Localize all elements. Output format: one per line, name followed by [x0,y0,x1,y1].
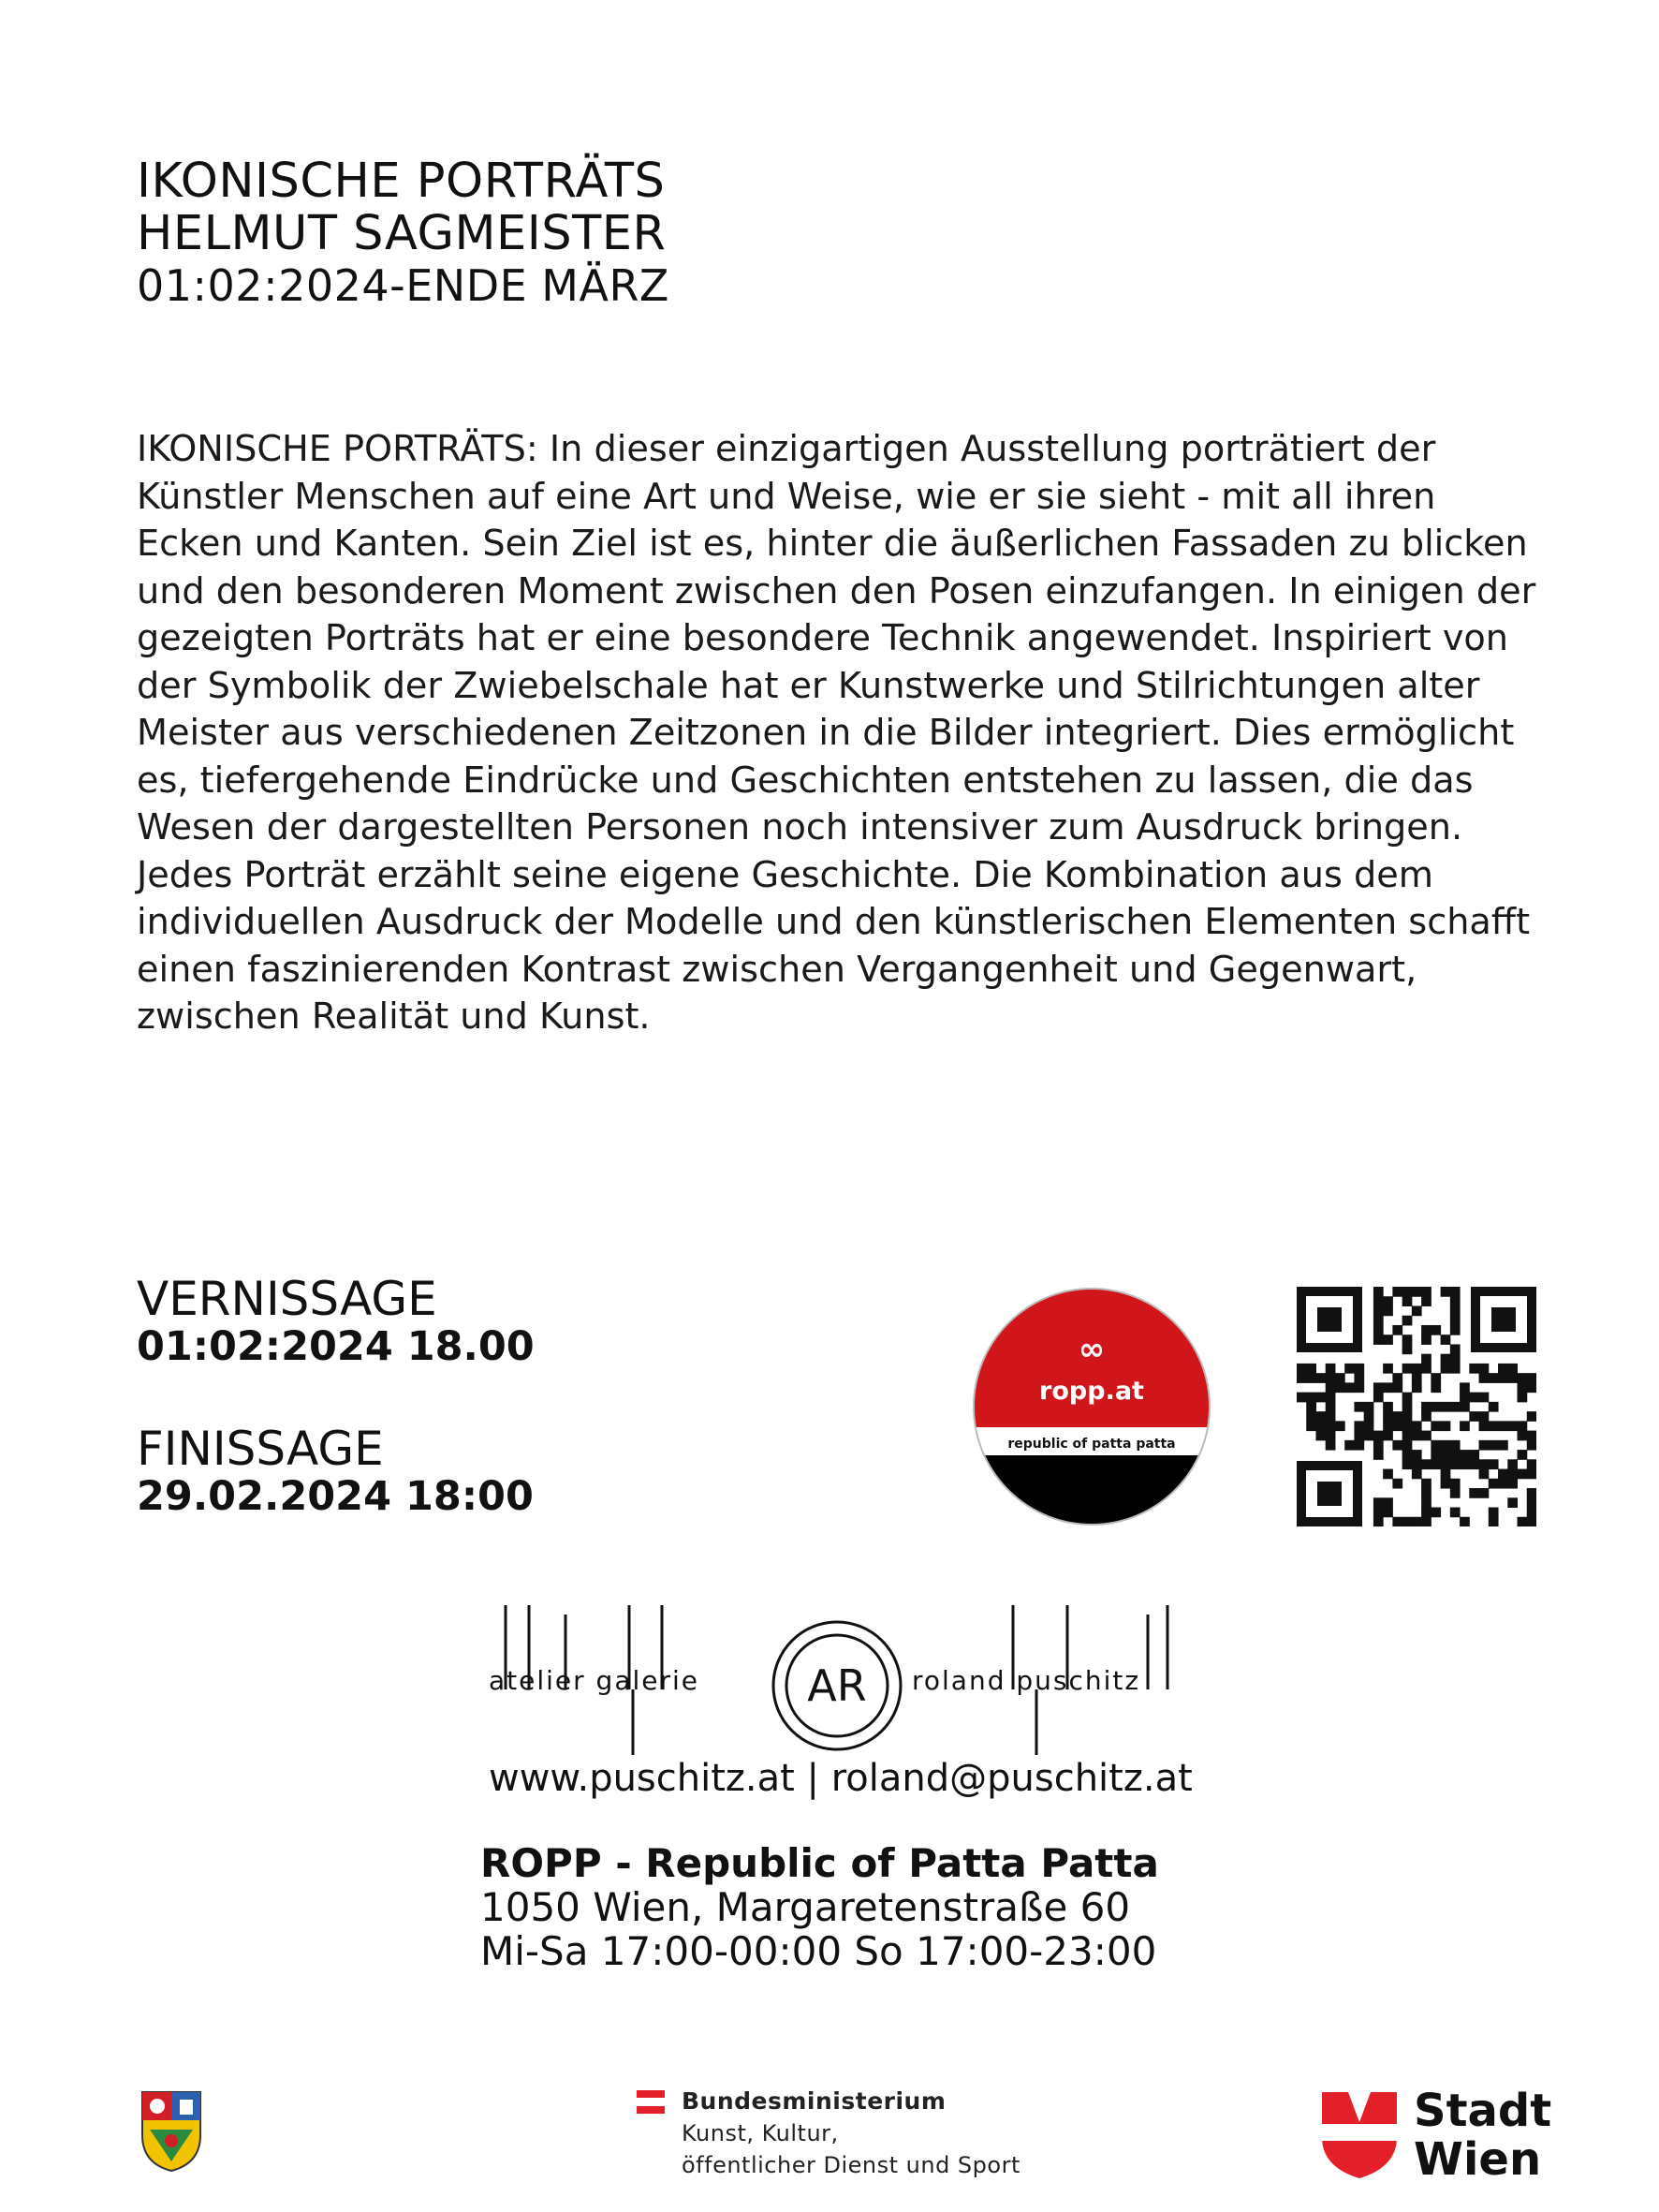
exhibition-title: IKONISCHE PORTRÄTS [137,154,666,209]
ministry-logo-text [682,2086,1020,2181]
ministry-line1: Bundesministerium [682,2087,947,2115]
stadt-wien-text [1414,2087,1551,2184]
finissage-label: FINISSAGE [137,1422,384,1476]
logo-left-text: atelier galerie [489,1665,700,1696]
web-email-link[interactable]: www.puschitz.at | roland@puschitz.at [489,1757,1193,1800]
city-line1: Stadt [1414,2085,1552,2137]
ministry-line2: Kunst, Kultur, [682,2120,839,2146]
venue-address: 1050 Wien, Margaretenstraße 60 [480,1884,1131,1930]
exhibition-description: IKONISCHE PORTRÄTS: In dieser einzigartigen Ausstellung porträtiert der Künstler Menschen auf eine Art und Weise, wie er sie sieht - mit all ihren Ecken und Kanten. Sein Ziel ist es, hinter die äußerlichen Fassaden zu blicken und den besonderen Moment zwischen den Posen einzufangen. In einigen der gezeigten Porträts hat er eine besondere Technik angewendet. Inspiriert von der Symbolik der Zwiebelschale hat er Kunstwerke und Stilrichtungen alter Meister aus verschiedenen Zeitzonen in die Bilder integriert. Dies ermöglicht es, tiefergehende Eindrücke und Geschichten entstehen zu lassen, die das Wesen der dargestellten Personen noch intensiver zum Ausdruck bringen. Jedes Porträt erzählt seine eigene Geschichte. Die Kombination aus dem individuellen Ausdruck der Modelle und den künstlerischen Elementen schafft einen faszinierenden Kontrast zwischen Vergangenheit und Gegenwart, zwischen Realität und Kunst. [137,429,1536,1038]
logo-right-text: roland puschitz [912,1665,1141,1696]
ministry-line3: öffentlicher Dienst und Sport [682,2152,1020,2178]
vernissage-label: VERNISSAGE [137,1272,437,1326]
venue-block [480,1841,1159,1973]
vernissage-block [137,1274,535,1369]
venue-name: ROPP - Republic of Patta Patta [480,1840,1159,1886]
stadt-wien-shield-icon [1320,2090,1399,2180]
header-block [137,155,669,311]
ropp-badge-logo [970,1285,1213,1528]
ropp-subtitle: republic of patta patta [1007,1437,1176,1452]
atelier-galerie-logo [479,1596,1195,1764]
logo-monogram: AR [807,1660,867,1711]
exhibition-dates: 01:02:2024-ENDE MÄRZ [137,260,669,311]
ropp-name: ropp.at [1039,1377,1144,1406]
qr-code-icon[interactable] [1297,1287,1536,1526]
artist-name: HELMUT SAGMEISTER [137,206,667,261]
city-line2: Wien [1414,2133,1542,2186]
finissage-block [137,1423,534,1519]
vernissage-date: 01:02:2024 18.00 [137,1323,535,1370]
finissage-date: 29.02.2024 18:00 [137,1473,534,1520]
austria-flag-icon [637,2090,665,2115]
coat-of-arms-icon [139,2088,204,2173]
opening-hours: Mi-Sa 17:00-00:00 So 17:00-23:00 [480,1928,1157,1974]
ropp-symbol: ∞ [1078,1331,1106,1368]
